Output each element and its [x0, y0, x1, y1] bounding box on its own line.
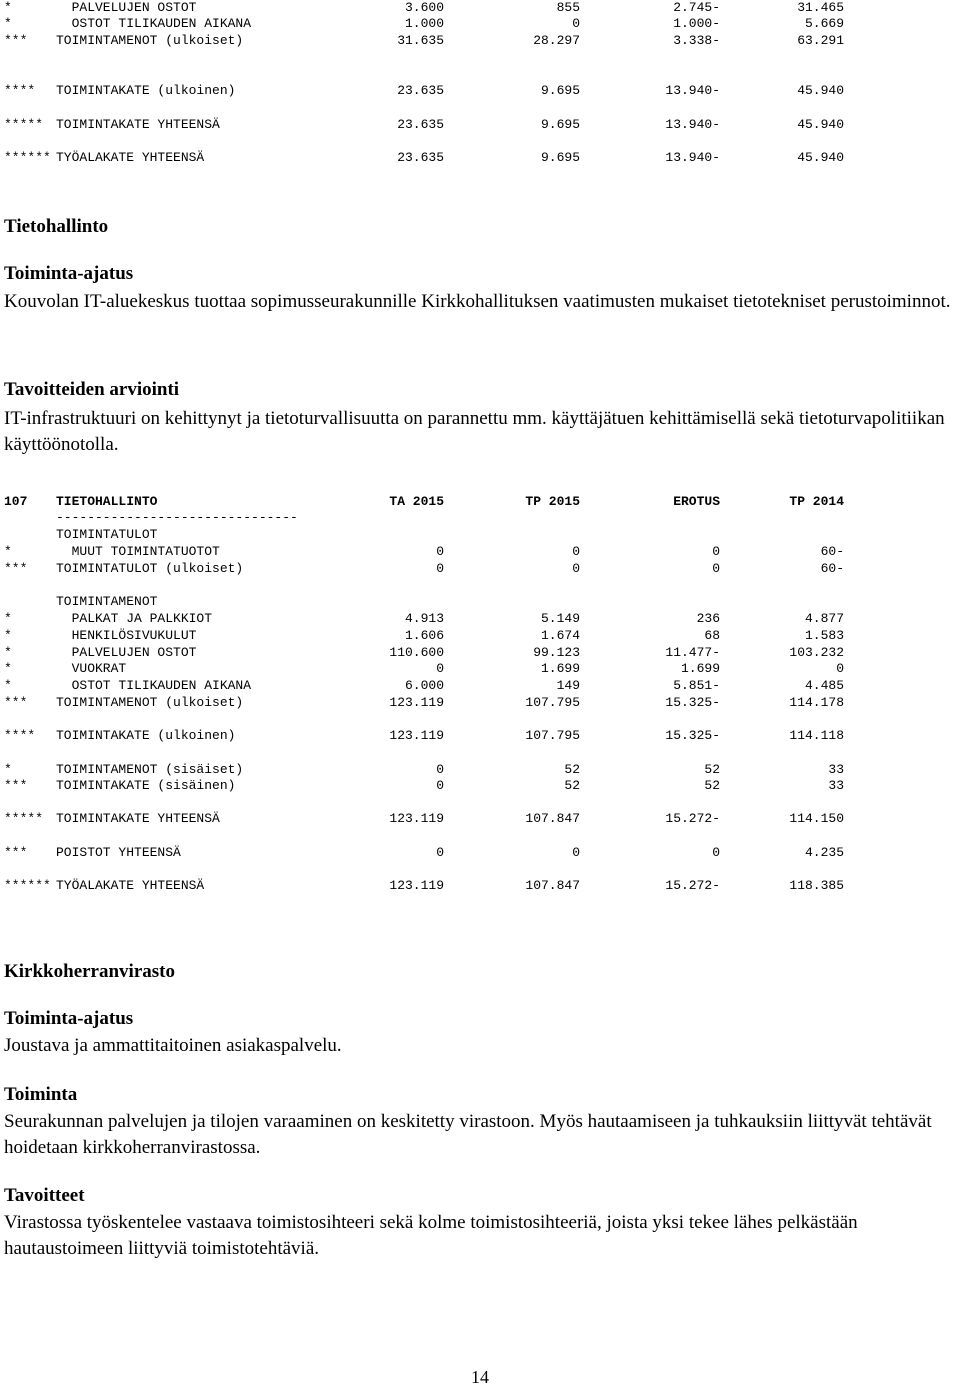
subheading-tavoitteet: Tavoitteet: [4, 1185, 85, 1206]
row-label: VUOKRAT: [56, 661, 127, 676]
row-erotus: 13.940-: [665, 150, 720, 165]
page-number: 14: [471, 1367, 489, 1387]
row-tp2014: 45.940: [797, 117, 844, 132]
row-erotus: 1.699: [680, 661, 720, 676]
row-erotus: 15.272-: [665, 811, 720, 826]
row-label: OSTOT TILIKAUDEN AIKANA: [56, 16, 252, 31]
row-label: HENKILÖSIVUKULUT: [56, 628, 197, 643]
row-tp: 855: [556, 0, 580, 15]
row-tp2014: 5.669: [804, 16, 844, 31]
row-ta: 23.635: [397, 83, 444, 98]
row-label: TYÖALAKATE YHTEENSÄ: [56, 150, 205, 165]
row-label: TOIMINTAKATE (ulkoinen): [56, 83, 236, 98]
row-tp: 0: [572, 561, 580, 576]
row-code: ******: [4, 878, 51, 893]
row-label: TOIMINTAKATE (sisäinen): [56, 778, 236, 793]
row-tp: 9.695: [540, 117, 580, 132]
row-tp2014: 114.178: [789, 695, 844, 710]
header-tp: TP 2015: [525, 494, 580, 509]
header-tp2014: TP 2014: [789, 494, 844, 509]
row-erotus: 13.940-: [665, 83, 720, 98]
row-label: TOIMINTAMENOT (ulkoiset): [56, 695, 244, 710]
row-tp2014: 33: [828, 778, 844, 793]
table-row: [4, 33, 904, 50]
row-tp2014: 45.940: [797, 150, 844, 165]
row-tp: 9.695: [540, 150, 580, 165]
row-tp: 52: [564, 762, 580, 777]
row-ta: 31.635: [397, 33, 444, 48]
table-row: [4, 0, 904, 17]
table-row: [4, 678, 904, 695]
group-label-menot: TOIMINTAMENOT: [56, 594, 158, 609]
row-tp: 5.149: [540, 611, 580, 626]
paragraph-toiminta-ajatus: Joustava ja ammattitaitoinen asiakaspalvelu.: [4, 1035, 342, 1056]
table-row: [4, 811, 904, 828]
row-erotus: 15.272-: [665, 878, 720, 893]
row-ta: 0: [436, 561, 444, 576]
row-label: PALVELUJEN OSTOT: [56, 645, 197, 660]
row-code: *: [4, 0, 12, 15]
row-code: *: [4, 628, 12, 643]
row-ta: 0: [436, 762, 444, 777]
header-erotus: EROTUS: [673, 494, 720, 509]
rule-line: -------------------------------: [56, 510, 298, 525]
row-ta: 23.635: [397, 150, 444, 165]
header-rule: [4, 510, 904, 527]
row-ta: 123.119: [389, 878, 444, 893]
row-tp2014: 1.583: [804, 628, 844, 643]
header-ta: TA 2015: [389, 494, 444, 509]
row-label: TOIMINTAMENOT (sisäiset): [56, 762, 244, 777]
row-code: *: [4, 645, 12, 660]
header-title: TIETOHALLINTO: [56, 494, 158, 509]
table-row: [4, 561, 904, 578]
row-label: TOIMINTAKATE YHTEENSÄ: [56, 811, 220, 826]
row-ta: 123.119: [389, 695, 444, 710]
table-row: [4, 611, 904, 628]
table-row: [4, 544, 904, 561]
table-row: [4, 845, 904, 862]
row-label: TYÖALAKATE YHTEENSÄ: [56, 878, 205, 893]
row-code: ***: [4, 561, 28, 576]
section-heading: Tietohallinto: [4, 216, 109, 237]
row-tp2014: 103.232: [789, 645, 844, 660]
row-tp2014: 31.465: [797, 0, 844, 15]
row-tp2014: 45.940: [797, 83, 844, 98]
table-row: [4, 628, 904, 645]
row-tp2014: 118.385: [789, 878, 844, 893]
subheading-toiminta: Toiminta: [4, 1084, 78, 1105]
row-label: PALKAT JA PALKKIOT: [56, 611, 213, 626]
row-tp: 28.297: [533, 33, 580, 48]
table-row: [4, 878, 904, 895]
row-tp: 0: [572, 544, 580, 559]
row-code: *: [4, 678, 12, 693]
row-ta: 0: [436, 661, 444, 676]
row-label: TOIMINTAKATE YHTEENSÄ: [56, 117, 220, 132]
row-code: ***: [4, 33, 28, 48]
row-tp2014: 4.877: [804, 611, 844, 626]
row-erotus: 1.000-: [673, 16, 720, 31]
group-label-tulot: TOIMINTATULOT: [56, 527, 158, 542]
row-code: ******: [4, 150, 51, 165]
row-label: TOIMINTATULOT (ulkoiset): [56, 561, 244, 576]
row-tp: 107.847: [525, 878, 580, 893]
row-erotus: 3.338-: [673, 33, 720, 48]
row-code: ***: [4, 695, 28, 710]
row-tp2014: 33: [828, 762, 844, 777]
row-tp2014: 114.150: [789, 811, 844, 826]
row-erotus: 11.477-: [665, 645, 720, 660]
row-label: PALVELUJEN OSTOT: [56, 0, 197, 15]
top-table: [0, 0, 960, 165]
table-header: [4, 494, 904, 511]
row-label: MUUT TOIMINTATUOTOT: [56, 544, 220, 559]
row-code: ***: [4, 778, 28, 793]
row-code: *: [4, 611, 12, 626]
row-erotus: 13.940-: [665, 117, 720, 132]
row-tp2014: 114.118: [789, 728, 844, 743]
row-tp: 107.795: [525, 695, 580, 710]
row-tp2014: 4.235: [804, 845, 844, 860]
row-ta: 3.600: [404, 0, 444, 15]
row-erotus: 0: [712, 845, 720, 860]
table-row: [4, 728, 904, 745]
row-ta: 6.000: [404, 678, 444, 693]
row-tp: 9.695: [540, 83, 580, 98]
row-tp2014: 60-: [820, 561, 844, 576]
row-erotus: 0: [712, 544, 720, 559]
row-tp: 0: [572, 16, 580, 31]
row-code: ****: [4, 728, 36, 743]
row-code: *: [4, 16, 12, 31]
paragraph-tavoitteet: Virastossa työskentelee vastaava toimistosihteeri sekä kolme toimistosihteeriä, joista yksi tekee lähes pelkästään hautaustoimeen liittyviä toimistotehtäviä.: [4, 1212, 858, 1259]
row-erotus: 15.325-: [665, 728, 720, 743]
group-label: [4, 594, 904, 611]
row-erotus: 68: [704, 628, 720, 643]
row-label: TOIMINTAKATE (ulkoinen): [56, 728, 236, 743]
section-heading: Kirkkoherranvirasto: [4, 961, 175, 982]
row-label: OSTOT TILIKAUDEN AIKANA: [56, 678, 252, 693]
row-erotus: 2.745-: [673, 0, 720, 15]
table-row: [4, 661, 904, 678]
row-ta: 1.000: [404, 16, 444, 31]
row-tp2014: 60-: [820, 544, 844, 559]
row-tp2014: 63.291: [797, 33, 844, 48]
row-tp: 1.699: [540, 661, 580, 676]
subheading-tavoitteiden-arviointi: Tavoitteiden arviointi: [4, 379, 180, 400]
row-label: TOIMINTAMENOT (ulkoiset): [56, 33, 244, 48]
row-tp: 107.847: [525, 811, 580, 826]
row-code: *****: [4, 117, 44, 132]
row-ta: 110.600: [389, 645, 444, 660]
row-label: POISTOT YHTEENSÄ: [56, 845, 181, 860]
row-erotus: 15.325-: [665, 695, 720, 710]
row-erotus: 236: [696, 611, 720, 626]
row-code: *: [4, 762, 12, 777]
row-ta: 1.606: [404, 628, 444, 643]
paragraph-tavoitteiden-arviointi: IT-infrastruktuuri on kehittynyt ja tietoturvallisuutta on parannettu mm. käyttäjätuen kehittämisellä sekä tietoturvapolitiikan käyttöönotolla.: [4, 408, 945, 455]
table-row: [4, 83, 904, 100]
table-row: [4, 150, 904, 167]
row-tp: 99.123: [533, 645, 580, 660]
row-tp: 0: [572, 845, 580, 860]
row-ta: 0: [436, 845, 444, 860]
subheading-toiminta-ajatus: Toiminta-ajatus: [4, 263, 134, 284]
row-erotus: 52: [704, 762, 720, 777]
row-tp2014: 0: [836, 661, 844, 676]
row-ta: 0: [436, 544, 444, 559]
header-code: 107: [4, 494, 28, 509]
row-tp: 149: [556, 678, 580, 693]
row-code: *: [4, 661, 12, 676]
paragraph-toiminta: Seurakunnan palvelujen ja tilojen varaaminen on keskitetty virastoon. Myös hautaamiseen ja tuhkauksiin liittyvät tehtävät hoidetaan kirkkoherranvirastossa.: [4, 1111, 932, 1158]
row-ta: 123.119: [389, 811, 444, 826]
row-erotus: 52: [704, 778, 720, 793]
row-ta: 4.913: [404, 611, 444, 626]
row-tp: 1.674: [540, 628, 580, 643]
row-code: *****: [4, 811, 44, 826]
row-code: ****: [4, 83, 36, 98]
row-code: *: [4, 544, 12, 559]
row-ta: 123.119: [389, 728, 444, 743]
group-label: [4, 527, 904, 544]
row-erotus: 5.851-: [673, 678, 720, 693]
row-tp: 107.795: [525, 728, 580, 743]
table-row: [4, 16, 904, 33]
table-row: [4, 762, 904, 779]
table-row: [4, 778, 904, 795]
table-row: [4, 117, 904, 134]
row-tp2014: 4.485: [804, 678, 844, 693]
row-erotus: 0: [712, 561, 720, 576]
row-ta: 23.635: [397, 117, 444, 132]
table-row: [4, 645, 904, 662]
row-code: ***: [4, 845, 28, 860]
table-row: [4, 695, 904, 712]
subheading-toiminta-ajatus: Toiminta-ajatus: [4, 1008, 134, 1029]
row-ta: 0: [436, 778, 444, 793]
row-tp: 52: [564, 778, 580, 793]
paragraph-toiminta-ajatus: Kouvolan IT-aluekeskus tuottaa sopimusseurakunnille Kirkkohallituksen vaatimusten mukaiset tietotekniset perustoiminnot.: [4, 291, 951, 312]
